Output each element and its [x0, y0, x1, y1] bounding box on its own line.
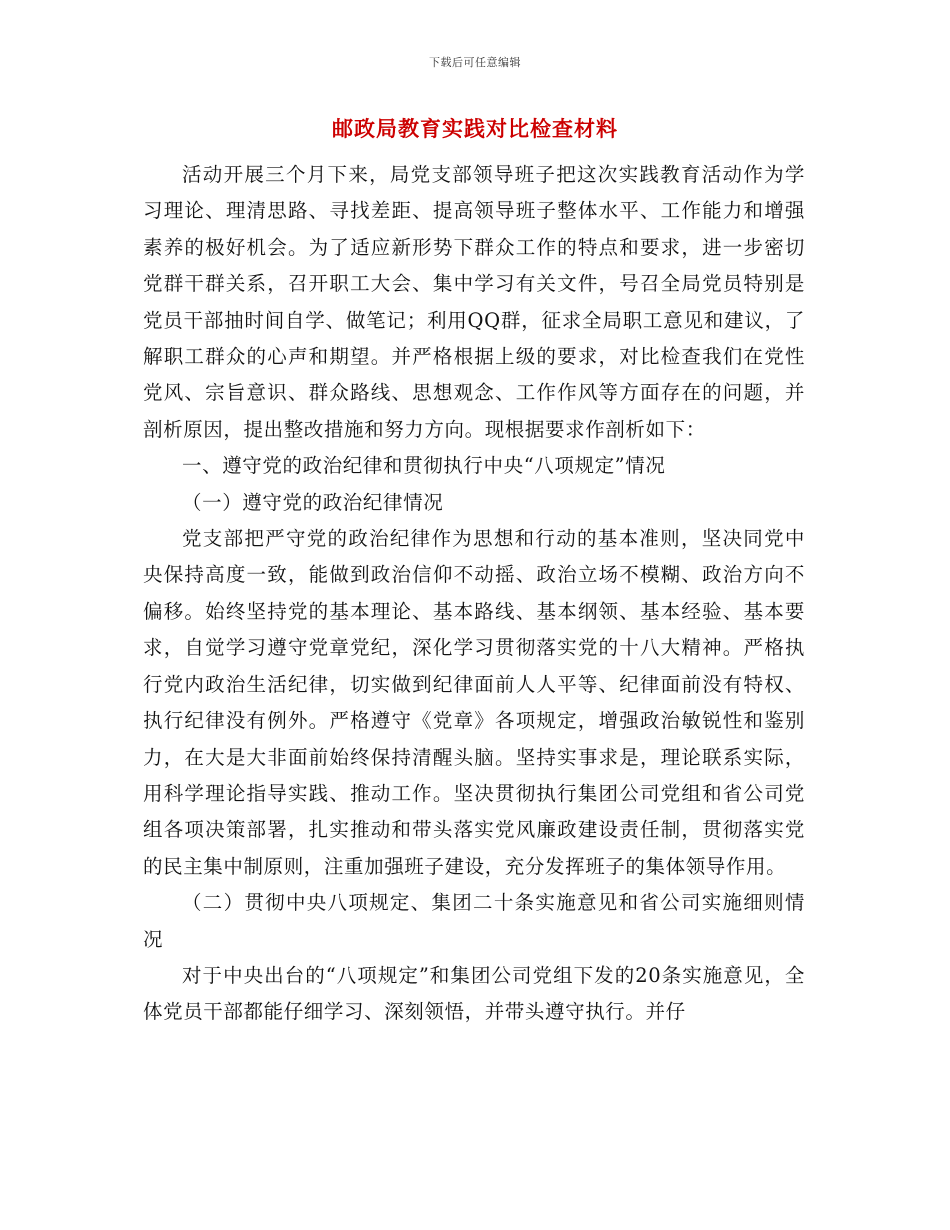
- section-heading-1: 一、遵守党的政治纪律和贯彻执行中央“八项规定”情况: [182, 454, 666, 478]
- document-title: 邮政局教育实践对比检查材料: [332, 116, 618, 141]
- header-note: 下载后可任意编辑: [429, 56, 521, 69]
- paragraph-political-discipline: 党支部把严守党的政治纪律作为思想和行动的基本准则，坚决同党中央保持高度一致，能做到政治信仰不动摇、政治立场不模糊、政治方向不偏移。始终坚持党的基本理论、基本路线、基本纲领、基本经验、基本要求，自觉学习遵守党章党纪，深化学习贯彻落实党的十八大精神。严格执行党内政治生活纪律，切实做到纪律面前人人平等、纪律面前没有特权、执行纪律没有例外。严格遵守《党章》各项规定，增强政治敏锐性和鉴别力，在大是大非面前始终保持清醒头脑。坚持实事求是，理论联系实际，用科学理论指导实践、推动工作。坚决贯彻执行集团公司党组和省公司党组各项决策部署，扎实推动和带头落实党风廉政建设责任制，贯彻落实党的民主集中制原则，注重加强班子建设，充分发挥班子的集体领导作用。: [143, 527, 805, 878]
- document-body: [143, 157, 805, 1031]
- subsection-heading-2: （二）贯彻中央八项规定、集团二十条实施意见和省公司实施细则情况: [143, 891, 805, 951]
- paragraph-intro: 活动开展三个月下来，局党支部领导班子把这次实践教育活动作为学习理论、理清思路、寻找差距、提高领导班子整体水平、工作能力和增强素养的极好机会。为了适应新形势下群众工作的特点和要求，进一步密切党群干群关系，召开职工大会、集中学习有关文件，号召全局党员特别是党员干部抽时间自学、做笔记；利用QQ群，征求全局职工意见和建议，了解职工群众的心声和期望。并严格根据上级的要求，对比检查我们在党性党风、宗旨意识、群众路线、思想观念、工作作风等方面存在的问题，并剖析原因，提出整改措施和努力方向。现根据要求作剖析如下：: [143, 163, 805, 441]
- paragraph-eight-rules: 对于中央出台的“八项规定”和集团公司党组下发的20条实施意见，全体党员干部都能仔细学习、深刻领悟，并带头遵守执行。并仔: [143, 963, 805, 1024]
- subsection-heading-1: （一）遵守党的政治纪律情况: [182, 490, 444, 514]
